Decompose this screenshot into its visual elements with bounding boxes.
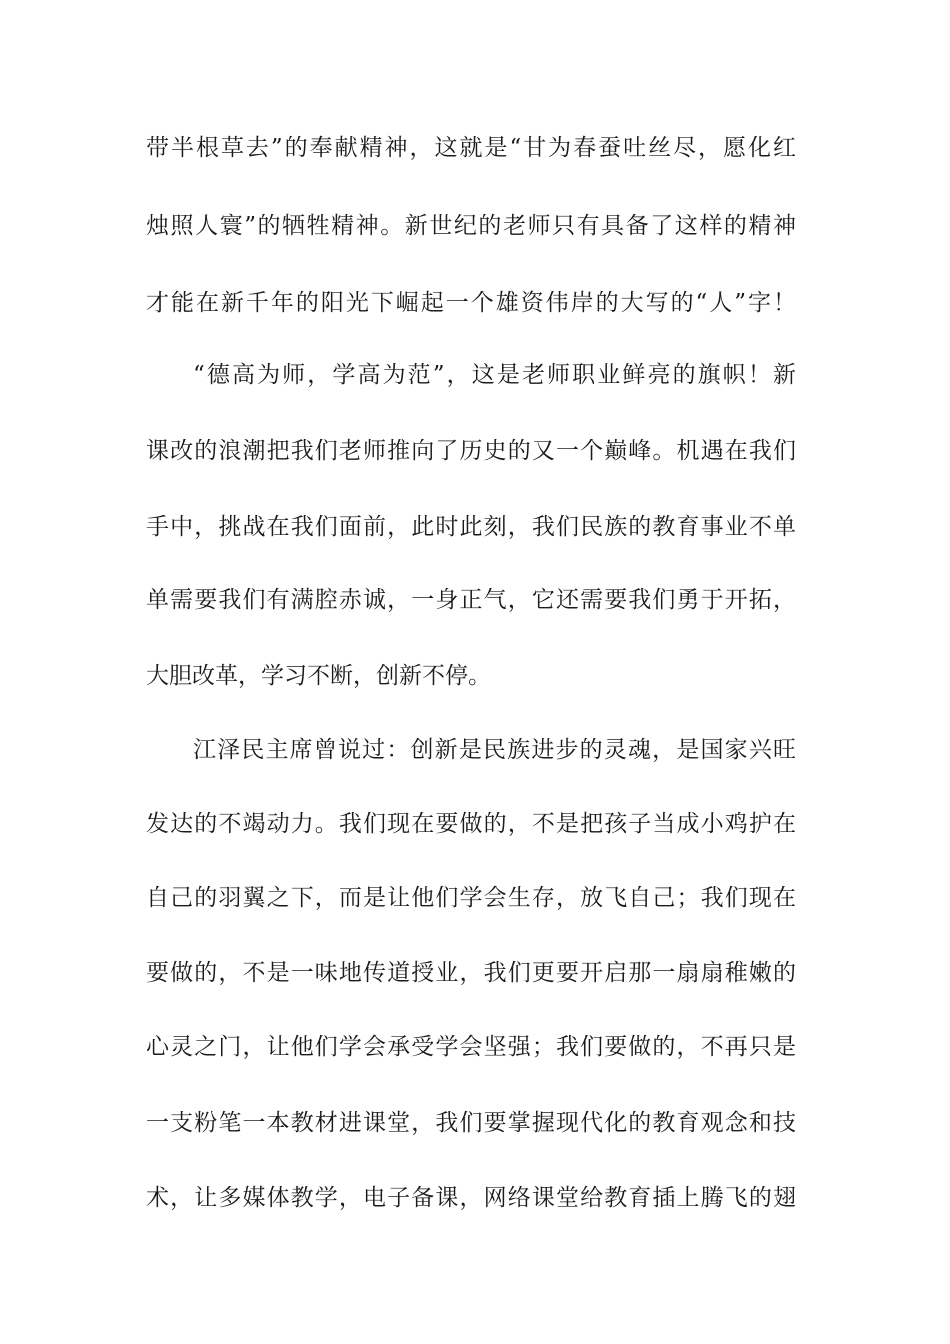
text-line: 才能在新千年的阳光下崛起一个雄资伟岸的大写的“人”字！ <box>146 290 796 316</box>
paragraph-start-line: “德高为师，学高为范”，这是老师职业鲜亮的旗帜！新 <box>193 362 796 388</box>
text-line: 烛照人寰”的牺牲精神。新世纪的老师只有具备了这样的精神 <box>146 213 796 239</box>
text-line: 单需要我们有满腔赤诚，一身正气，它还需要我们勇于开拓， <box>146 587 796 613</box>
text-line: 自己的羽翼之下，而是让他们学会生存，放飞自己；我们现在 <box>146 885 796 911</box>
text-line: 术，让多媒体教学，电子备课，网络课堂给教育插上腾飞的翅 <box>146 1185 796 1211</box>
paragraph-start-line: 江泽民主席曾说过：创新是民族进步的灵魂，是国家兴旺 <box>193 737 796 763</box>
text-line: 心灵之门，让他们学会承受学会坚强；我们要做的，不再只是 <box>146 1034 796 1060</box>
text-line: 要做的，不是一味地传道授业，我们更要开启那一扇扇稚嫩的 <box>146 960 796 986</box>
text-line: 手中，挑战在我们面前，此时此刻，我们民族的教育事业不单 <box>146 514 796 540</box>
text-line: 带半根草去”的奉献精神，这就是“甘为春蚕吐丝尽，愿化红 <box>146 135 796 161</box>
text-line: 发达的不竭动力。我们现在要做的，不是把孩子当成小鸡护在 <box>146 811 796 837</box>
paragraph-end-line: 大胆改革，学习不断，创新不停。 <box>146 663 491 689</box>
text-line: 一支粉笔一本教材进课堂，我们要掌握现代化的教育观念和技 <box>146 1110 796 1136</box>
text-line: 课改的浪潮把我们老师推向了历史的又一个巅峰。机遇在我们 <box>146 438 796 464</box>
